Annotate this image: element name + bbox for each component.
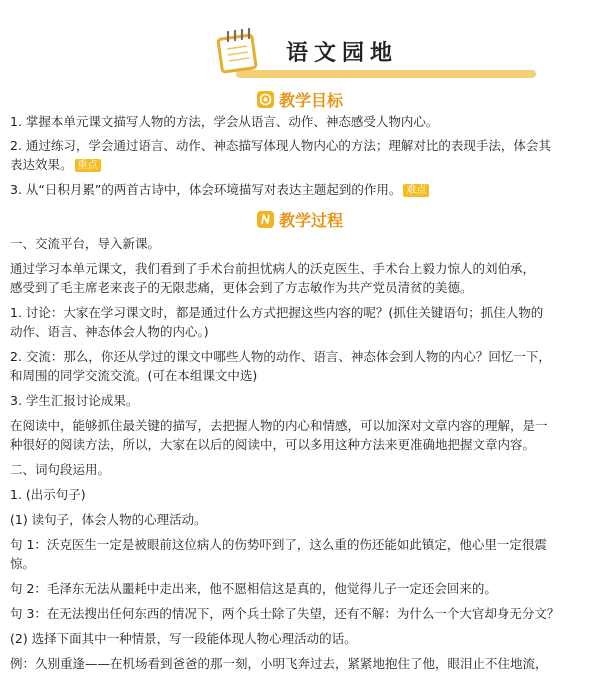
header (0, 22, 607, 82)
sentence-3: 句 3：在无法搜出任何东西的情况下，两个兵士除了失望，还有不解：为什么一个大官却身无分文？ (10, 606, 560, 621)
sentence-1-line-2: 惊。 (10, 556, 36, 571)
section-1-heading: 一、交流平台，导入新课。 (10, 236, 161, 251)
example-line: 例：久别重逢——在机场看到爸爸的那一刻，小明飞奔过去，紧紧地抱住了他，眼泪止不住地流， (10, 656, 548, 671)
exercise-1-2: (2) 选择下面其中一种情景，写一段能体现人物心理活动的话。 (10, 631, 357, 646)
exercise-1-label: 1. (出示句子) (10, 487, 86, 502)
reading-note-line-1: 在阅读中，能够抓住最关键的描写，去把握人物的内心和情感，可以加深对文章内容的理解，是一 (10, 418, 548, 433)
goals-heading (257, 88, 343, 111)
exchange-line-2: 和周围的同学交流交流。(可在本组课文中选) (10, 368, 258, 383)
reading-note-line-2: 种很好的阅读方法，所以，大家在以后的阅读中，可以多用这种方法来更准确地把握文章内容。 (10, 437, 536, 452)
goal-item-2-text: 表达效果。 (10, 157, 73, 172)
goals-heading-text: 教学目标 (279, 91, 344, 110)
goal-item-2-line-1: 2. 通过练习，学会通过语言、动作、神态描写体现人物内心的方法；理解对比的表现手法，体会其 (10, 138, 551, 153)
intro-paragraph-line-2: 感受到了毛主席老来丧子的无限悲痛，更体会到了方志敏作为共产党员清贫的美德。 (10, 280, 473, 295)
goal-item-3 (10, 182, 602, 198)
goal-item-2-line-2 (10, 157, 602, 173)
letter-n-icon (257, 211, 274, 228)
sentence-2: 句 2：毛泽东无法从噩耗中走出来，他不愿相信这是真的，他觉得儿子一定还会回来的。 (10, 581, 497, 596)
exercise-1-1: (1) 读句子，体会人物的心理活动。 (10, 512, 207, 527)
intro-paragraph-line-1: 通过学习本单元课文，我们看到了手术台前担忧病人的沃克医生、手术台上毅力惊人的刘伯承， (10, 261, 536, 276)
discussion-line-1: 1. 讨论：大家在学习课文时，都是通过什么方式把握这些内容的呢？(抓住关键语句；抓住人物的 (10, 305, 544, 320)
key-point-badge: 重点 (75, 159, 101, 172)
goal-item-1: 1. 掌握本单元课文描写人物的方法，学会从语言、动作、神态感受人物内心。 (10, 114, 439, 129)
section-2-heading: 二、词句段运用。 (10, 462, 111, 477)
process-heading-text: 教学过程 (279, 211, 344, 230)
process-heading (257, 208, 343, 231)
title-underline (236, 70, 536, 78)
report-line: 3. 学生汇报讨论成果。 (10, 393, 139, 408)
page-title: 语文园地 (286, 41, 399, 66)
goal-item-3-text: 3. 从“日积月累”的两首古诗中，体会环境描写对表达主题起到的作用。 (10, 182, 402, 197)
difficult-point-badge: 难点 (403, 184, 429, 197)
sentence-1-line-1: 句 1：沃克医生一定是被眼前这位病人的伤势吓到了，这么重的伤还能如此镇定，他心里一定很震 (10, 537, 547, 552)
target-icon (257, 91, 274, 108)
discussion-line-2: 动作、语言、神态体会人物的内心。) (10, 324, 209, 339)
exchange-line-1: 2. 交流：那么，你还从学过的课文中哪些人物的动作、语言、神态体会到人物的内心？回忆一下， (10, 349, 551, 364)
notebook-icon (214, 28, 262, 74)
